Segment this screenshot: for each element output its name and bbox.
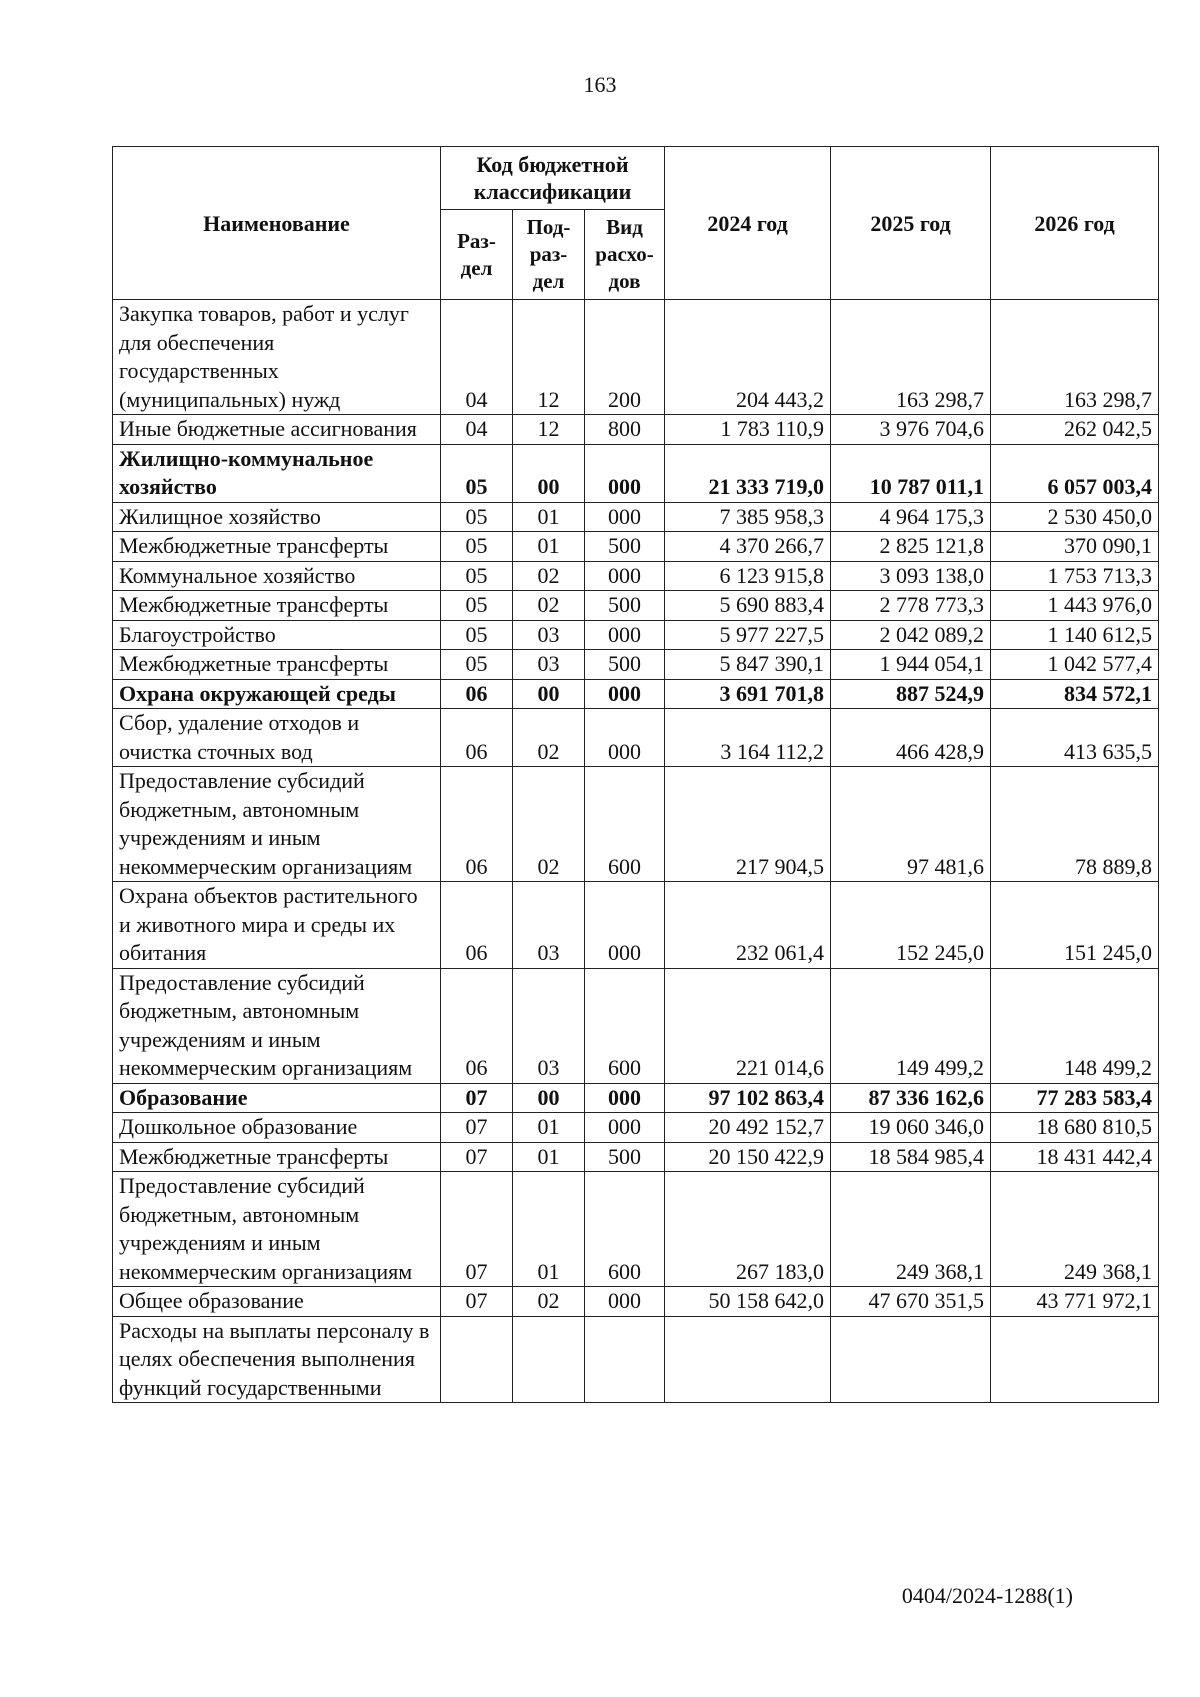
row-amount-2024: 20 492 152,7	[665, 1113, 831, 1143]
table-row	[113, 415, 1159, 445]
row-razdel: 05	[441, 650, 513, 680]
row-amount-2026: 1 042 577,4	[991, 650, 1159, 680]
row-razdel: 07	[441, 1113, 513, 1143]
row-amount-2024: 217 904,5	[665, 767, 831, 882]
row-amount-2026: 262 042,5	[991, 415, 1159, 445]
row-amount-2025: 887 524,9	[831, 679, 991, 709]
row-razdel: 05	[441, 444, 513, 502]
table-row	[113, 709, 1159, 767]
row-amount-2026	[991, 1316, 1159, 1403]
row-podrazdel: 00	[513, 679, 585, 709]
row-vid: 000	[585, 882, 665, 969]
row-podrazdel: 12	[513, 415, 585, 445]
row-amount-2024: 50 158 642,0	[665, 1287, 831, 1317]
row-amount-2024: 3 691 701,8	[665, 679, 831, 709]
row-razdel: 06	[441, 882, 513, 969]
row-amount-2026: 249 368,1	[991, 1172, 1159, 1287]
row-podrazdel: 03	[513, 620, 585, 650]
row-razdel: 06	[441, 968, 513, 1083]
table-row	[113, 620, 1159, 650]
table-row	[113, 444, 1159, 502]
row-amount-2026: 413 635,5	[991, 709, 1159, 767]
row-amount-2024: 232 061,4	[665, 882, 831, 969]
header-vid: Вид расхо- дов	[585, 210, 665, 300]
row-amount-2025: 10 787 011,1	[831, 444, 991, 502]
row-podrazdel: 01	[513, 502, 585, 532]
row-razdel: 06	[441, 679, 513, 709]
row-vid: 000	[585, 620, 665, 650]
row-razdel: 07	[441, 1142, 513, 1172]
row-name: Предоставление субсидий бюджетным, автономным учреждениям и иным некоммерческим организациям	[113, 1172, 441, 1287]
row-vid: 500	[585, 1142, 665, 1172]
row-vid: 000	[585, 679, 665, 709]
row-vid: 000	[585, 444, 665, 502]
row-podrazdel: 02	[513, 591, 585, 621]
row-podrazdel: 03	[513, 968, 585, 1083]
row-name: Предоставление субсидий бюджетным, автономным учреждениям и иным некоммерческим организациям	[113, 968, 441, 1083]
row-amount-2024: 267 183,0	[665, 1172, 831, 1287]
row-amount-2024: 21 333 719,0	[665, 444, 831, 502]
row-podrazdel: 03	[513, 882, 585, 969]
row-name: Охрана окружающей среды	[113, 679, 441, 709]
table-row	[113, 1316, 1159, 1403]
page-number: 163	[583, 72, 617, 97]
row-podrazdel: 02	[513, 1287, 585, 1317]
budget-table	[112, 146, 1159, 1403]
row-amount-2024: 20 150 422,9	[665, 1142, 831, 1172]
row-razdel: 04	[441, 300, 513, 415]
row-amount-2026: 1 443 976,0	[991, 591, 1159, 621]
row-name: Предоставление субсидий бюджетным, автономным учреждениям и иным некоммерческим организациям	[113, 767, 441, 882]
row-amount-2025: 466 428,9	[831, 709, 991, 767]
row-amount-2025: 47 670 351,5	[831, 1287, 991, 1317]
row-amount-2026: 148 499,2	[991, 968, 1159, 1083]
row-amount-2024: 4 370 266,7	[665, 532, 831, 562]
row-amount-2026: 370 090,1	[991, 532, 1159, 562]
row-amount-2025: 4 964 175,3	[831, 502, 991, 532]
row-amount-2024: 5 977 227,5	[665, 620, 831, 650]
row-podrazdel: 01	[513, 1142, 585, 1172]
row-amount-2024: 1 783 110,9	[665, 415, 831, 445]
row-name: Образование	[113, 1083, 441, 1113]
row-amount-2024: 97 102 863,4	[665, 1083, 831, 1113]
row-vid: 600	[585, 1172, 665, 1287]
row-amount-2025: 97 481,6	[831, 767, 991, 882]
row-amount-2026: 77 283 583,4	[991, 1083, 1159, 1113]
table-row	[113, 767, 1159, 882]
row-vid: 000	[585, 1113, 665, 1143]
row-vid: 000	[585, 1083, 665, 1113]
row-amount-2024: 221 014,6	[665, 968, 831, 1083]
row-razdel: 05	[441, 532, 513, 562]
row-amount-2025: 2 778 773,3	[831, 591, 991, 621]
row-amount-2026: 78 889,8	[991, 767, 1159, 882]
header-2025: 2025 год	[831, 147, 991, 300]
row-vid: 500	[585, 591, 665, 621]
row-amount-2025: 3 976 704,6	[831, 415, 991, 445]
row-amount-2025: 3 093 138,0	[831, 561, 991, 591]
row-name: Межбюджетные трансферты	[113, 591, 441, 621]
table-row	[113, 882, 1159, 969]
row-podrazdel: 02	[513, 767, 585, 882]
table-row	[113, 1113, 1159, 1143]
row-razdel: 06	[441, 709, 513, 767]
table-row	[113, 1083, 1159, 1113]
header-razdel: Раз- дел	[441, 210, 513, 300]
row-vid: 000	[585, 502, 665, 532]
row-podrazdel: 01	[513, 1113, 585, 1143]
row-podrazdel: 00	[513, 444, 585, 502]
row-amount-2026: 18 680 810,5	[991, 1113, 1159, 1143]
row-amount-2025: 163 298,7	[831, 300, 991, 415]
row-amount-2024: 6 123 915,8	[665, 561, 831, 591]
row-amount-2026: 834 572,1	[991, 679, 1159, 709]
row-podrazdel: 00	[513, 1083, 585, 1113]
row-amount-2026: 2 530 450,0	[991, 502, 1159, 532]
row-vid: 000	[585, 709, 665, 767]
header-name: Наименование	[113, 147, 441, 300]
row-amount-2025: 87 336 162,6	[831, 1083, 991, 1113]
header-podrazdel: Под- раз- дел	[513, 210, 585, 300]
row-name: Межбюджетные трансферты	[113, 1142, 441, 1172]
row-name: Расходы на выплаты персоналу в целях обеспечения выполнения функций государственными	[113, 1316, 441, 1403]
row-amount-2024: 3 164 112,2	[665, 709, 831, 767]
row-razdel: 06	[441, 767, 513, 882]
row-razdel: 07	[441, 1172, 513, 1287]
row-amount-2024: 204 443,2	[665, 300, 831, 415]
row-razdel: 05	[441, 591, 513, 621]
table-row	[113, 1142, 1159, 1172]
header-code-group: Код бюджетной классификации	[441, 147, 665, 210]
row-podrazdel	[513, 1316, 585, 1403]
row-amount-2026: 6 057 003,4	[991, 444, 1159, 502]
row-vid: 000	[585, 1287, 665, 1317]
row-vid	[585, 1316, 665, 1403]
row-amount-2024: 7 385 958,3	[665, 502, 831, 532]
row-name: Дошкольное образование	[113, 1113, 441, 1143]
row-name: Межбюджетные трансферты	[113, 532, 441, 562]
row-razdel: 05	[441, 620, 513, 650]
row-vid: 000	[585, 561, 665, 591]
row-name: Межбюджетные трансферты	[113, 650, 441, 680]
row-razdel: 07	[441, 1083, 513, 1113]
row-amount-2025: 18 584 985,4	[831, 1142, 991, 1172]
table-row	[113, 300, 1159, 415]
row-name: Иные бюджетные ассигнования	[113, 415, 441, 445]
row-name: Охрана объектов растительного и животного мира и среды их обитания	[113, 882, 441, 969]
row-amount-2024: 5 690 883,4	[665, 591, 831, 621]
row-amount-2026: 151 245,0	[991, 882, 1159, 969]
header-2026: 2026 год	[991, 147, 1159, 300]
row-amount-2025	[831, 1316, 991, 1403]
row-amount-2024: 5 847 390,1	[665, 650, 831, 680]
row-razdel: 04	[441, 415, 513, 445]
row-amount-2026: 43 771 972,1	[991, 1287, 1159, 1317]
table-row	[113, 650, 1159, 680]
table-row	[113, 502, 1159, 532]
row-amount-2026: 1 753 713,3	[991, 561, 1159, 591]
row-razdel: 05	[441, 502, 513, 532]
row-amount-2025: 152 245,0	[831, 882, 991, 969]
row-name: Жилищное хозяйство	[113, 502, 441, 532]
table-row	[113, 561, 1159, 591]
table-row	[113, 591, 1159, 621]
row-name: Общее образование	[113, 1287, 441, 1317]
table-row	[113, 532, 1159, 562]
row-podrazdel: 02	[513, 709, 585, 767]
row-name: Жилищно-коммунальное хозяйство	[113, 444, 441, 502]
row-amount-2025: 19 060 346,0	[831, 1113, 991, 1143]
row-name: Благоустройство	[113, 620, 441, 650]
row-razdel	[441, 1316, 513, 1403]
row-amount-2025: 149 499,2	[831, 968, 991, 1083]
header-2024: 2024 год	[665, 147, 831, 300]
row-razdel: 07	[441, 1287, 513, 1317]
row-amount-2024	[665, 1316, 831, 1403]
row-amount-2025: 2 042 089,2	[831, 620, 991, 650]
row-podrazdel: 01	[513, 532, 585, 562]
row-vid: 800	[585, 415, 665, 445]
row-vid: 200	[585, 300, 665, 415]
row-amount-2025: 2 825 121,8	[831, 532, 991, 562]
row-razdel: 05	[441, 561, 513, 591]
row-vid: 600	[585, 968, 665, 1083]
table-row	[113, 1172, 1159, 1287]
row-podrazdel: 12	[513, 300, 585, 415]
row-amount-2026: 163 298,7	[991, 300, 1159, 415]
table-row	[113, 1287, 1159, 1317]
table-row	[113, 968, 1159, 1083]
row-name: Закупка товаров, работ и услуг для обеспечения государственных (муниципальных) нужд	[113, 300, 441, 415]
row-amount-2025: 1 944 054,1	[831, 650, 991, 680]
row-amount-2026: 1 140 612,5	[991, 620, 1159, 650]
table-row	[113, 679, 1159, 709]
row-vid: 600	[585, 767, 665, 882]
row-name: Сбор, удаление отходов и очистка сточных вод	[113, 709, 441, 767]
row-vid: 500	[585, 650, 665, 680]
row-podrazdel: 02	[513, 561, 585, 591]
row-podrazdel: 01	[513, 1172, 585, 1287]
row-amount-2026: 18 431 442,4	[991, 1142, 1159, 1172]
row-podrazdel: 03	[513, 650, 585, 680]
row-vid: 500	[585, 532, 665, 562]
document-code: 0404/2024-1288(1)	[901, 1583, 1073, 1608]
row-name: Коммунальное хозяйство	[113, 561, 441, 591]
row-amount-2025: 249 368,1	[831, 1172, 991, 1287]
